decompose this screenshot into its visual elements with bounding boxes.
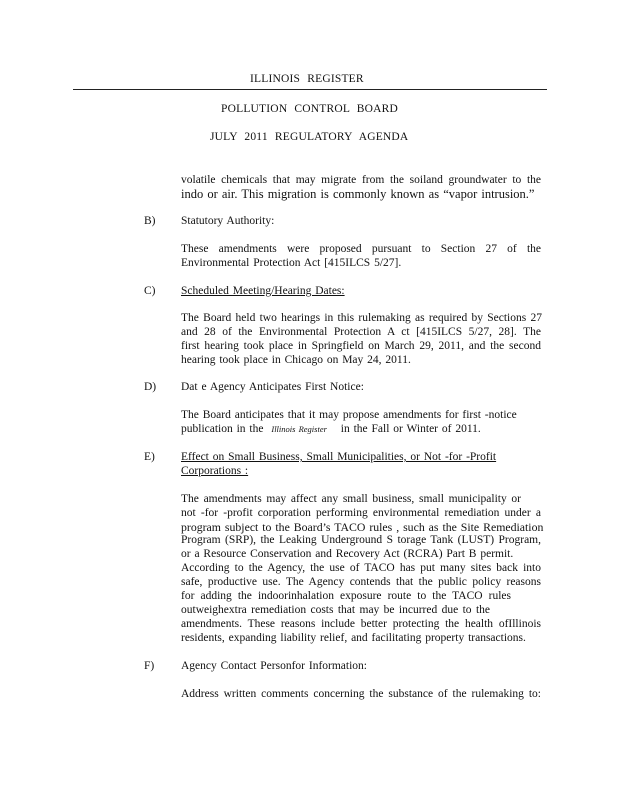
section-body-line: The amendments may affect any small business, small municipality or [181, 493, 521, 505]
running-header-agenda: JULY 2011 REGULATORY AGENDA [210, 131, 409, 143]
header-rule [73, 89, 547, 90]
section-heading: Effect on Small Business, Small Municipalities, or Not -for -Profit [181, 451, 497, 463]
section-letter: C) [144, 285, 156, 297]
section-body-line: These amendments were proposed pursuant to Section 27 of the [181, 243, 541, 255]
body-text: in the Fall or Winter of 2011. [340, 423, 481, 435]
register-italic: Illinois Register [271, 424, 327, 434]
section-body-line: or a Resource Conservation and Recovery Act (RCRA) Part B permit. [181, 548, 514, 560]
section-body-line: The Board anticipates that it may propose amendments for first -notice [181, 409, 517, 421]
section-body-line [181, 423, 481, 435]
section-body-line: Address written comments concerning the substance of the rulemaking to: [181, 688, 541, 700]
section-heading: Agency Contact Personfor Information: [181, 660, 367, 672]
running-header-register: ILLINOIS REGISTER [250, 73, 364, 85]
section-letter: E) [144, 451, 155, 463]
intro-line: volatile chemicals that may migrate from the soiland groundwater to the [181, 174, 541, 186]
running-header-board: POLLUTION CONTROL BOARD [221, 103, 399, 115]
section-body-line: residents, expanding liability relief, and facilitating property transactions. [181, 632, 526, 644]
section-body-line: first hearing took place in Springfield on March 29, 2011, and the second [181, 340, 541, 352]
section-body-line: outweighextra remediation costs that may be incurred due to the [181, 604, 490, 616]
section-body-line: Program (SRP), the Leaking Underground S torage Tank (LUST) Program, [181, 534, 541, 546]
section-body-line: program subject to the Board’s TACO rules , such as the Site Remediation [181, 520, 544, 534]
section-heading: Dat e Agency Anticipates First Notice: [181, 381, 364, 393]
section-heading: Corporations : [181, 465, 249, 477]
section-body-line: Environmental Protection Act [415ILCS 5/27]. [181, 257, 402, 269]
section-body-line: The Board held two hearings in this rulemaking as required by Sections 27 [181, 312, 542, 324]
section-body-line: According to the Agency, the use of TACO has put many sites back into [181, 562, 541, 574]
section-body-line: amendments. These reasons include better protecting the health ofIllinois [181, 618, 541, 630]
intro-line: indo or air. This migration is commonly known as “vapor intrusion.” [181, 187, 535, 201]
section-body-line: and 28 of the Environmental Protection A ct [415ILCS 5/27, 28]. The [181, 326, 541, 338]
section-letter: D) [144, 381, 157, 393]
section-body-line: safe, productive use. The Agency contends that the public policy reasons [181, 576, 541, 588]
body-text: publication in the [181, 423, 264, 435]
section-letter: B) [144, 215, 156, 227]
section-heading: Scheduled Meeting/Hearing Dates: [181, 285, 345, 297]
section-letter: F) [144, 660, 155, 672]
section-heading: Statutory Authority: [181, 215, 275, 227]
section-body-line: hearing took place in Chicago on May 24, 2011. [181, 354, 411, 366]
section-body-line: for adding the indoorinhalation exposure route to the TACO rules [181, 590, 511, 602]
section-body-line: not -for -profit corporation performing environmental remediation under a [181, 507, 541, 519]
